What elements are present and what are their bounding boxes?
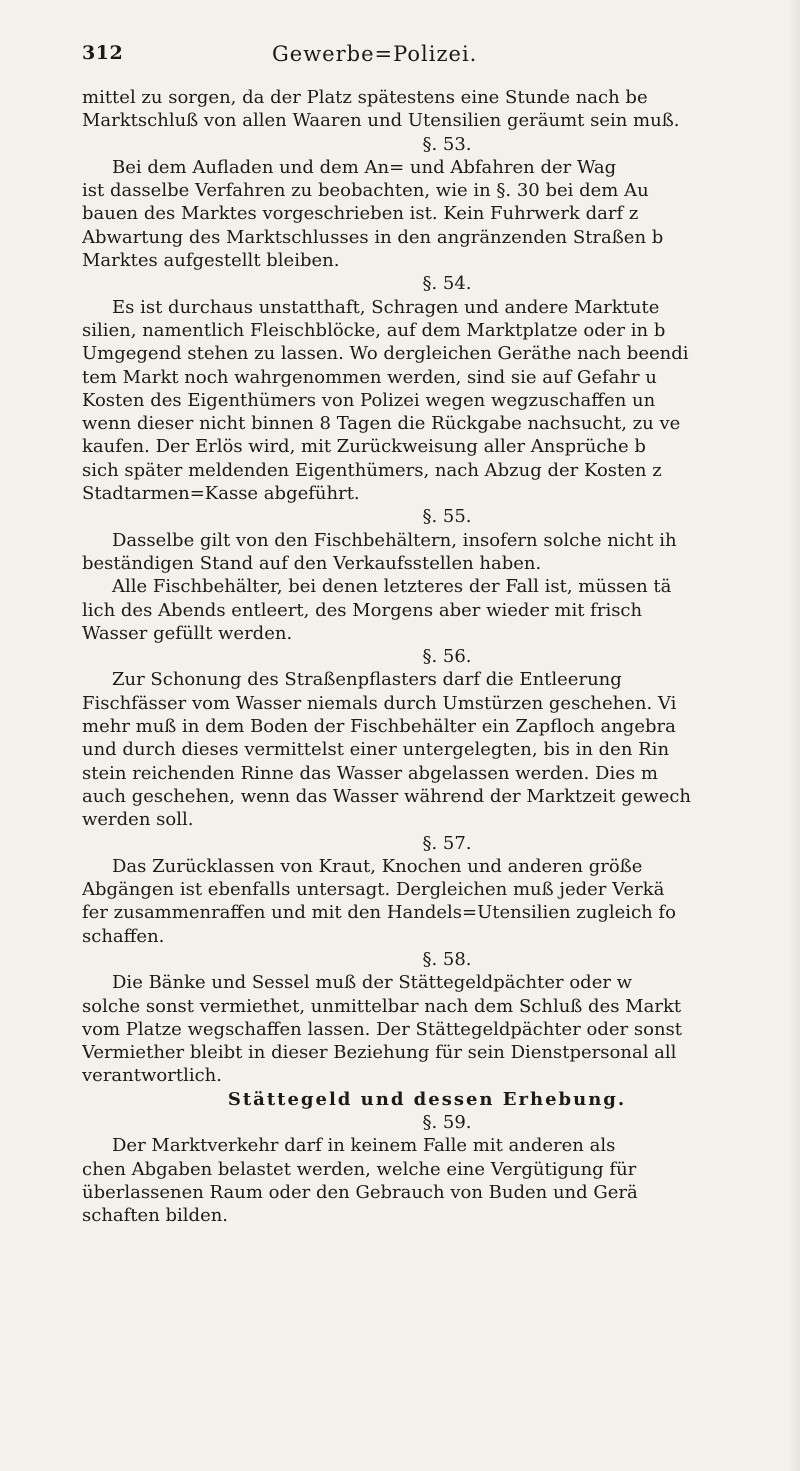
text-line: kaufen. Der Erlös wird, mit Zurückweisung aller Ansprüche b	[82, 436, 646, 458]
text-line: Wasser gefüllt werden.	[82, 622, 293, 644]
text-line: silien, namentlich Fleischblöcke, auf dem Marktplatze oder in b	[82, 319, 666, 341]
text-line: Der Marktverkehr darf in keinem Falle mit anderen als	[112, 1135, 616, 1157]
text-line: fer zusammenraffen und mit den Handels=Utensilien zugleich fo	[82, 902, 676, 924]
text-line: mittel zu sorgen, da der Platz spätestens eine Stunde nach be	[82, 87, 648, 108]
text-line: Stadtarmen=Kasse abgeführt.	[82, 483, 360, 505]
text-line: schaften bilden.	[82, 1205, 229, 1227]
text-line: Bei dem Aufladen und dem An= und Abfahren der Wag	[112, 156, 617, 178]
text-line: auch geschehen, wenn das Wasser während der Marktzeit gewech	[82, 785, 692, 807]
text-line: Abwartung des Marktschlusses in den angränzenden Straßen b	[82, 226, 664, 248]
section-number: §. 59.	[422, 1112, 472, 1134]
section-number: §. 53.	[422, 133, 472, 155]
text-line: Marktschluß von allen Waaren und Utensilien geräumt sein muß.	[82, 110, 680, 132]
text-line: wenn dieser nicht binnen 8 Tagen die Rückgabe nachsucht, zu ve	[82, 413, 681, 435]
text-line: Vermiether bleibt in dieser Beziehung für sein Dienstpersonal all	[82, 1042, 677, 1064]
section-number: §. 56.	[422, 646, 472, 668]
text-line: Zur Schonung des Straßenpflasters darf die Entleerung	[112, 669, 622, 691]
text-line: werden soll.	[82, 809, 194, 831]
text-line: mehr muß in dem Boden der Fischbehälter ein Zapfloch angebra	[82, 716, 676, 738]
text-line: Kosten des Eigenthümers von Polizei wegen wegzuschaffen un	[82, 389, 656, 411]
text-line: ist dasselbe Verfahren zu beobachten, wie in §. 30 bei dem Au	[82, 180, 649, 202]
text-line: tem Markt noch wahrgenommen werden, sind sie auf Gefahr u	[82, 366, 657, 388]
text-line: solche sonst vermiethet, unmittelbar nach dem Schluß des Markt	[82, 995, 682, 1017]
text-line: Die Bänke und Sessel muß der Stättegeldpächter oder w	[112, 972, 633, 994]
text-line: Das Zurücklassen von Kraut, Knochen und anderen größe	[112, 855, 643, 877]
text-line: Alle Fischbehälter, bei denen letzteres der Fall ist, müssen tä	[112, 576, 672, 598]
text-line: und durch dieses vermittelst einer untergelegten, bis in den Rin	[82, 739, 670, 761]
text-line: stein reichenden Rinne das Wasser abgelassen werden. Dies m	[82, 762, 658, 784]
page-number: 312	[82, 42, 124, 64]
section-number: §. 57.	[422, 832, 472, 854]
section-number: §. 54.	[422, 273, 472, 295]
text-line: Dasselbe gilt von den Fischbehältern, insofern solche nicht ih	[112, 529, 677, 551]
page-edge-shadow	[788, 0, 800, 1471]
text-line: Umgegend stehen zu lassen. Wo dergleichen Geräthe nach beendi	[82, 343, 689, 365]
section-heading: Stättegeld und dessen Erhebung.	[227, 1088, 627, 1110]
text-line: schaffen.	[82, 925, 165, 947]
text-line: chen Abgaben belastet werden, welche eine Vergütigung für	[82, 1158, 637, 1180]
text-line: verantwortlich.	[82, 1065, 222, 1087]
text-line: sich später meldenden Eigenthümers, nach Abzug der Kosten z	[82, 459, 662, 481]
text-line: Es ist durchaus unstatthaft, Schragen und andere Marktute	[112, 296, 660, 318]
text-line: Marktes aufgestellt bleiben.	[82, 250, 340, 272]
text-line: überlassenen Raum oder den Gebrauch von Buden und Gerä	[82, 1181, 638, 1203]
section-number: §. 55.	[422, 506, 472, 528]
text-line: Abgängen ist ebenfalls untersagt. Dergleichen muß jeder Verkä	[82, 879, 665, 901]
text-line: Fischfässer vom Wasser niemals durch Umstürzen geschehen. Vi	[82, 692, 677, 714]
body-text	[82, 86, 772, 1228]
text-line: vom Platze wegschaffen lassen. Der Stättegeldpächter oder sonst	[82, 1018, 683, 1040]
text-line: lich des Abends entleert, des Morgens aber wieder mit frisch	[82, 599, 643, 621]
text-line: beständigen Stand auf den Verkaufsstellen haben.	[82, 552, 542, 574]
text-line: bauen des Marktes vorgeschrieben ist. Kein Fuhrwerk darf z	[82, 203, 639, 225]
page-header	[82, 42, 772, 70]
section-number: §. 58.	[422, 948, 472, 970]
running-title: Gewerbe=Polizei.	[272, 42, 478, 66]
